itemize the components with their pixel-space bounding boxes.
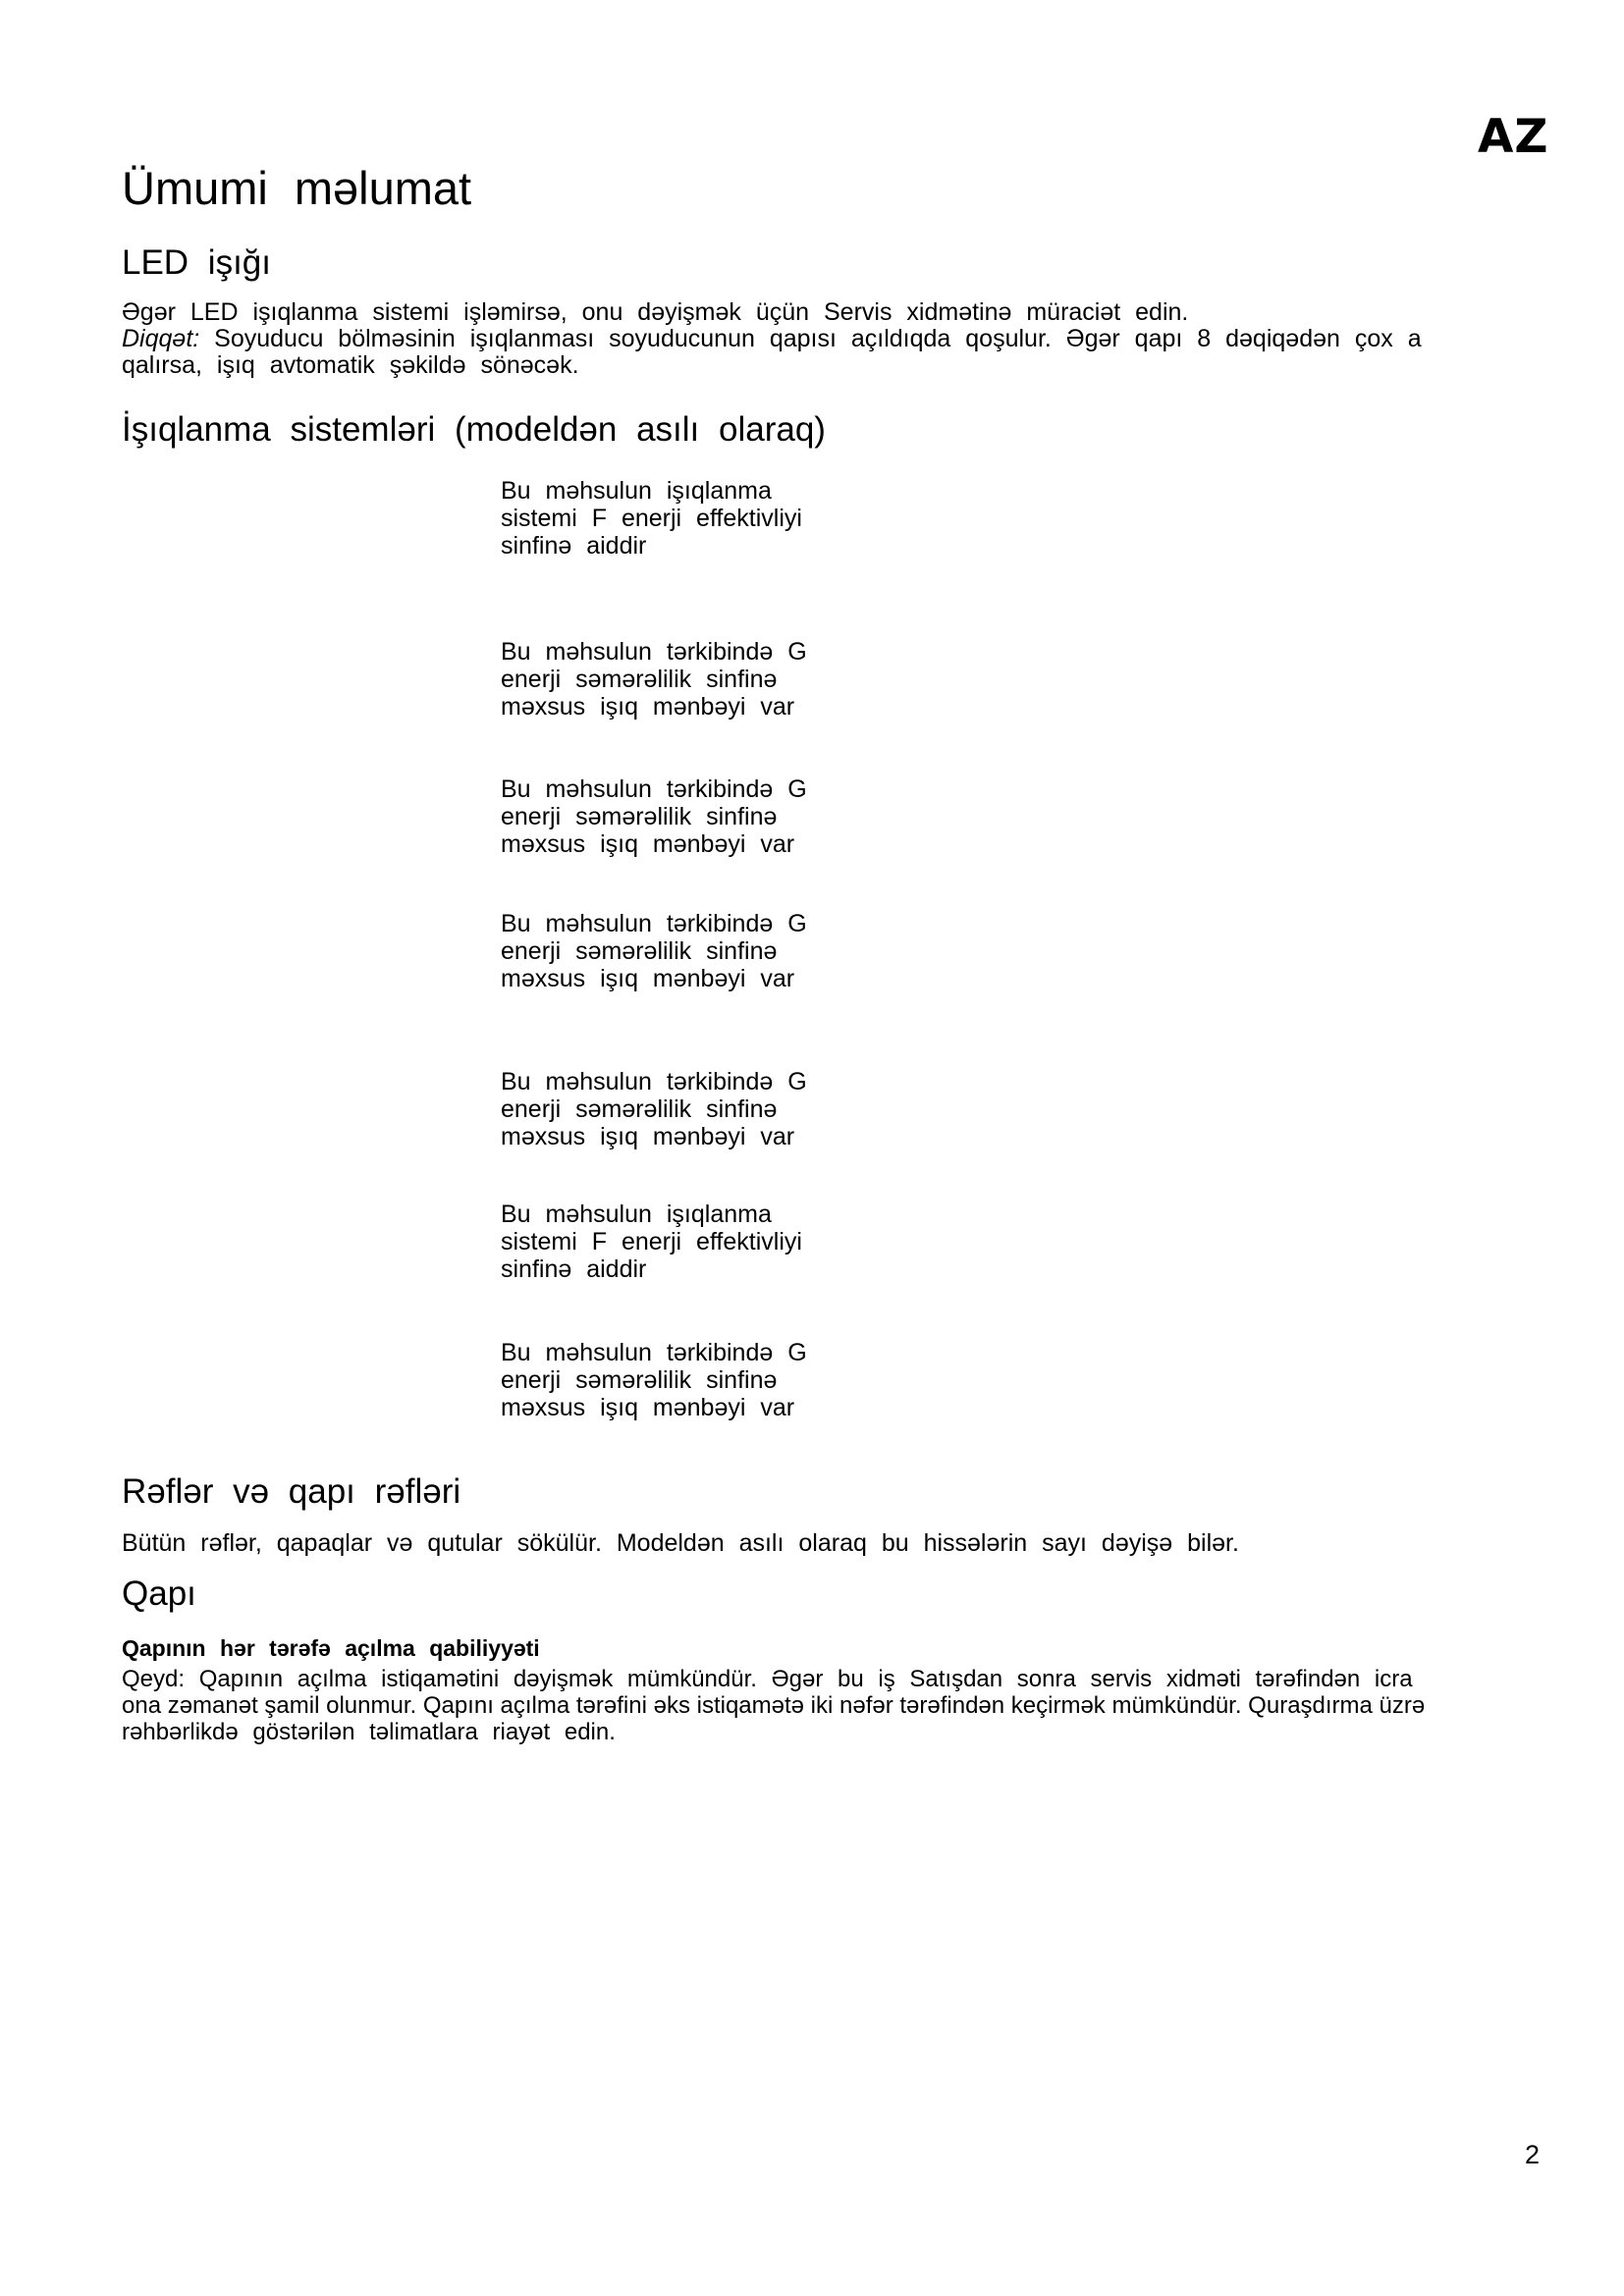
- door-heading: Qapı: [122, 1575, 196, 1613]
- lighting-block-line: sistemi F enerji effektivliyi: [501, 1228, 802, 1255]
- lighting-block-line: sinfinə aiddir: [501, 1255, 647, 1283]
- lighting-block-3: [501, 775, 807, 858]
- lighting-block-line: məxsus işıq mənbəyi var: [501, 693, 795, 721]
- lighting-block-line: Bu məhsulun işıqlanma: [501, 1201, 772, 1228]
- lighting-block-line: sinfinə aiddir: [501, 532, 647, 560]
- led-heading: LED işığı: [122, 243, 271, 282]
- lighting-block-line: sistemi F enerji effektivliyi: [501, 505, 802, 532]
- lighting-block-line: Bu məhsulun tərkibində G: [501, 1068, 807, 1095]
- lighting-block-4: [501, 910, 807, 992]
- lighting-block-line: Bu məhsulun tərkibində G: [501, 775, 807, 803]
- lighting-block-line: enerji səmərəlilik sinfinə: [501, 1095, 778, 1123]
- lighting-block-line: məxsus işıq mənbəyi var: [501, 830, 795, 858]
- lighting-block-line: Bu məhsulun işıqlanma: [501, 477, 772, 505]
- lighting-block-2: [501, 638, 807, 721]
- shelves-paragraph: Bütün rəflər, qapaqlar və qutular sökülür. Modeldən asılı olaraq bu hissələrin sayı dəyişə bilər.: [122, 1529, 1239, 1557]
- page-title: Ümumi məlumat: [122, 162, 472, 214]
- lighting-block-line: enerji səmərəlilik sinfinə: [501, 937, 778, 965]
- led-note: [122, 326, 1585, 379]
- lighting-block-6: [501, 1201, 802, 1283]
- lighting-block-line: enerji səmərəlilik sinfinə: [501, 803, 778, 830]
- door-note-line-1: Qeyd: Qapının açılma istiqamətini dəyişmək mümkündür. Əgər bu iş Satışdan sonra servis xidməti tərəfindən icra: [122, 1666, 1413, 1692]
- lighting-block-1: [501, 477, 802, 560]
- led-note-line-1: [122, 326, 1585, 352]
- lighting-block-line: məxsus işıq mənbəyi var: [501, 1394, 795, 1421]
- led-paragraph: Əgər LED işıqlanma sistemi işləmirsə, onu dəyişmək üçün Servis xidmətinə müraciət edin.: [122, 298, 1189, 326]
- language-code: AZ: [1478, 110, 1549, 164]
- lighting-block-line: enerji səmərəlilik sinfinə: [501, 1366, 778, 1394]
- note-text: Soyuducu bölməsinin işıqlanması soyuducunun qapısı açıldıqda qoşulur. Əgər qapı 8 dəqiqədən çox a: [199, 326, 1422, 352]
- note-label: Diqqət:: [122, 326, 200, 352]
- lighting-block-line: Bu məhsulun tərkibində G: [501, 638, 807, 666]
- door-note-line-2: ona zəmanət şamil olunmur. Qapını açılma tərəfini əks istiqamətə iki nəfər tərəfindən keçirmək mümkündür. Quraşdırma üzrə: [122, 1692, 1426, 1719]
- lighting-block-7: [501, 1339, 807, 1421]
- lighting-systems-heading: İşıqlanma sistemləri (modeldən asılı olaraq): [122, 410, 826, 449]
- led-note-line-2: qalırsa, işıq avtomatik şəkildə sönəcək.: [122, 351, 579, 379]
- lighting-block-line: məxsus işıq mənbəyi var: [501, 1123, 795, 1150]
- shelves-heading: Rəflər və qapı rəfləri: [122, 1472, 461, 1511]
- lighting-block-line: Bu məhsulun tərkibində G: [501, 910, 807, 937]
- door-subheading: Qapının hər tərəfə açılma qabiliyyəti: [122, 1635, 540, 1661]
- lighting-block-line: enerji səmərəlilik sinfinə: [501, 666, 778, 693]
- lighting-block-line: Bu məhsulun tərkibində G: [501, 1339, 807, 1366]
- lighting-block-line: məxsus işıq mənbəyi var: [501, 965, 795, 992]
- door-note-line-3: rəhbərlikdə göstərilən təlimatlara riayət edin.: [122, 1719, 616, 1745]
- lighting-block-5: [501, 1068, 807, 1150]
- door-note: [122, 1666, 1585, 1745]
- page-number: 2: [1525, 2140, 1541, 2169]
